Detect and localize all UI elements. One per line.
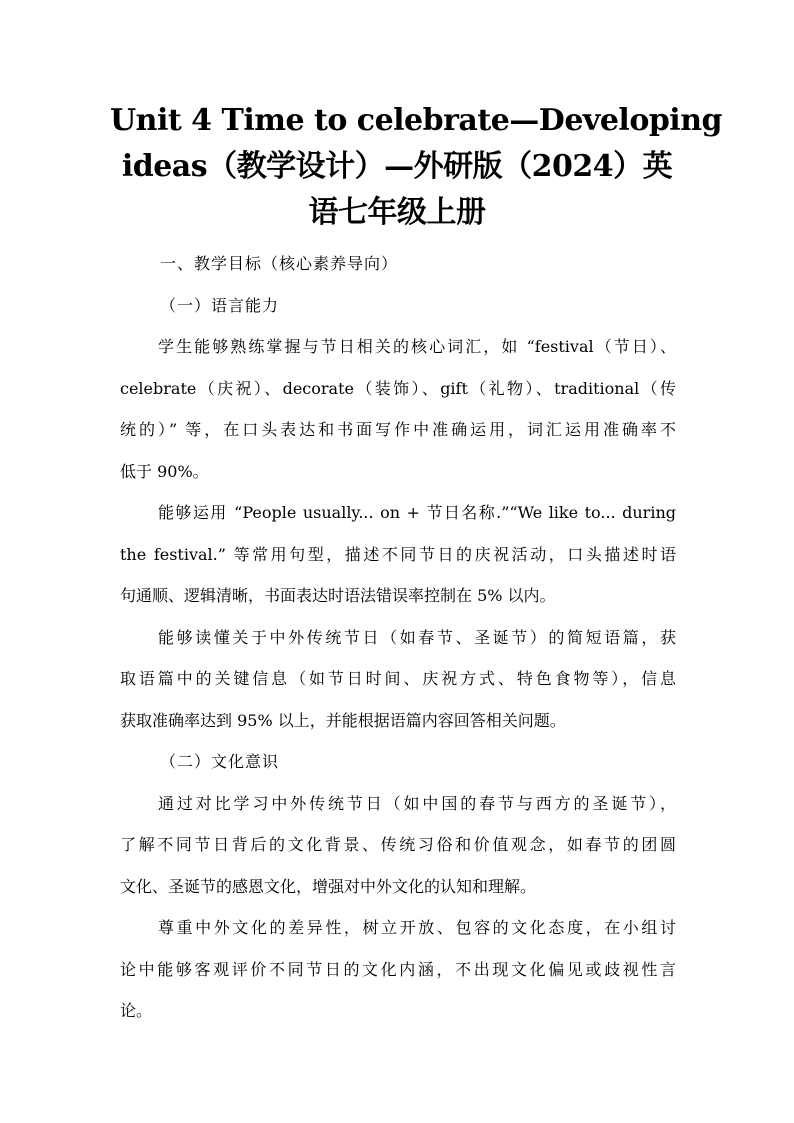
paragraph-line: 取语篇中的关键信息（如节日时间、庆祝方式、特色食物等），信息 bbox=[120, 669, 676, 688]
paragraph-line: 获取准确率达到 95% 以上，并能根据语篇内容回答相关问题。 bbox=[120, 710, 566, 730]
paragraph-line: 统的）” 等，在口头表达和书面写作中准确运用，词汇运用准确率不 bbox=[120, 420, 676, 439]
paragraph-line: 尊重中外文化的差异性，树立开放、包容的文化态度，在小组讨 bbox=[158, 918, 676, 937]
paragraph-line: 能够运用 “People usually... on + 节日名称.”“We like to... during bbox=[158, 503, 676, 522]
section-heading-objectives: 一、教学目标（核心素养导向） bbox=[160, 254, 399, 273]
title-line-2: ideas（教学设计）—外研版（2024）英 bbox=[121, 149, 673, 184]
subsection-heading-culture: （二）文化意识 bbox=[160, 752, 280, 771]
title-line-3: 语七年级上册 bbox=[308, 195, 486, 230]
paragraph-line: 了解不同节日背后的文化背景、传统习俗和价值观念，如春节的团圆 bbox=[120, 835, 676, 854]
subsection-heading-language: （一）语言能力 bbox=[160, 295, 280, 315]
paragraph-line: 通过对比学习中外传统节日（如中国的春节与西方的圣诞节）， bbox=[158, 793, 676, 813]
title-line-1: Unit 4 Time to celebrate—Developing bbox=[110, 103, 722, 138]
paragraph-line: the festival.” 等常用句型，描述不同节日的庆祝活动，口头描述时语 bbox=[120, 544, 676, 564]
paragraph-line: 论。 bbox=[120, 1001, 153, 1020]
paragraph-line: 能够读懂关于中外传统节日（如春节、圣诞节）的简短语篇，获 bbox=[158, 627, 676, 647]
document-body bbox=[120, 243, 676, 1032]
document-title bbox=[110, 98, 722, 236]
paragraph-line: 论中能够客观评价不同节日的文化内涵，不出现文化偏见或歧视性言 bbox=[120, 959, 676, 979]
paragraph-line: celebrate（庆祝）、decorate（装饰）、gift（礼物）、traditional（传 bbox=[120, 378, 676, 398]
paragraph-line: 低于 90%。 bbox=[120, 461, 209, 481]
paragraph-line: 句通顺、逻辑清晰，书面表达时语法错误率控制在 5% 以内。 bbox=[120, 586, 556, 605]
paragraph-line: 文化、圣诞节的感恩文化，增强对中外文化的认知和理解。 bbox=[120, 876, 537, 896]
paragraph-line: 学生能够熟练掌握与节日相关的核心词汇，如 “festival（节日）、 bbox=[158, 337, 676, 356]
